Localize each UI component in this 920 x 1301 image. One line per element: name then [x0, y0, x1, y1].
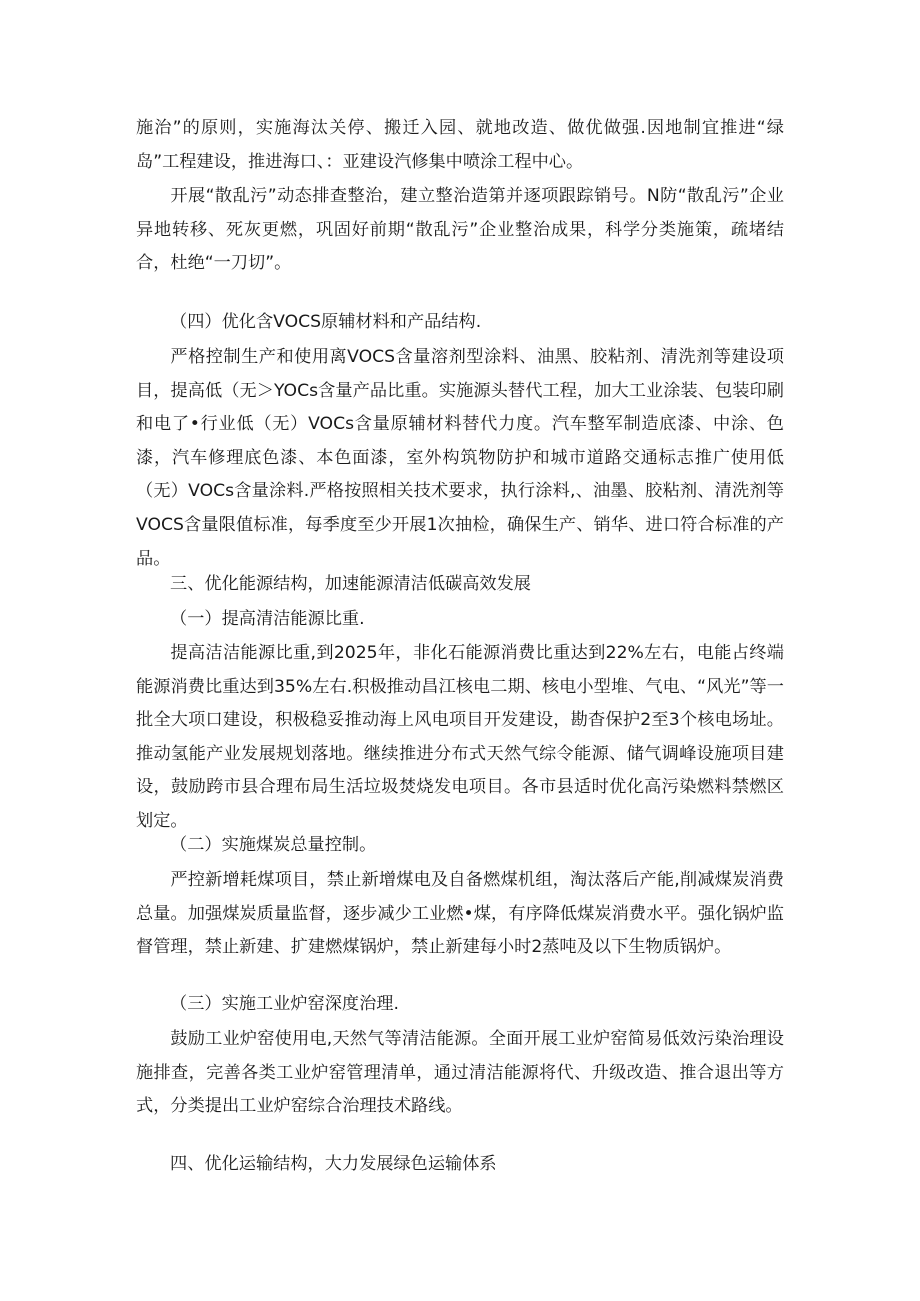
paragraph-industrial-kiln: 鼓励工业炉窑使用电,天然气等清洁能源。全面开展工业炉窑简易低效污染治理设施排查，完善各类工业炉窑管理清单，通过清洁能源将代、升级改造、推合退出等方式，分类提出工业炉窑综合治理技术路线。	[136, 1029, 784, 1117]
heading-optimize-vocs-materials: （四）优化含VOCS原辅材料和产品结构.	[170, 312, 482, 332]
heading-energy-structure: 三、优化能源结构，加速能源清洁低碳高效发展	[170, 574, 531, 594]
paragraph-clean-energy: 提高洁洁能源比重,到2025年，非化石能源消费比重达到22%左右，电能占终端能源消费比重达到35%左右.积极推动昌江核电二期、核电小型堆、气电、“风光”等一批全大项口建设，积极稳妥推动海上风电项目开发建设，勘杳保护2至3个核电场址。推动氢能产业发展规划落地。继续推进分布式天然气综令能源、储气调峰设施项目建设，鼓励跨市县合理布局生活垃圾焚烧发电项目。各市县适时优化高污染燃料禁燃区划定。	[136, 643, 784, 831]
paragraph-intro-continued: 施治”的原则，实施海汰关停、搬迁入园、就地改造、做优做强.因地制宜推进“绿岛”工程建设，推进海口、：亚建设汽修集中喷涂工程中心。	[136, 118, 784, 172]
heading-industrial-kiln: （三）实施工业炉窑深度治理.	[170, 994, 399, 1014]
paragraph-scattered-pollution: 开展“散乱污”动态排查整治，建立整治造第并逐项跟踪销号。N防“散乱污”企业异地转移、死灰更燃，巩固好前期“散乱污”企业整治成果，科学分类施策，疏堵结合，杜绝“一刀切”。	[136, 186, 784, 274]
heading-clean-energy-share: （一）提高清洁能源比重.	[170, 609, 365, 629]
heading-transport-structure: 四、优化运输结构，大力发展绿色运输体系	[170, 1154, 497, 1174]
heading-coal-control: （二）实施煤炭总量控制。	[170, 835, 377, 855]
paragraph-coal-control: 严控新增耗煤项目，禁止新增煤电及自备燃煤机组，淘汰落后产能,削减煤炭消费总量。加强煤炭质量监督，逐步减少工业燃•煤，有序降低煤炭消费水平。强化锅炉监督管理，禁止新建、扩建燃煤锅炉，禁止新建每小时2蒸吨及以下生物质锅炉。	[136, 870, 784, 958]
paragraph-vocs-control: 严格控制生产和使用离VOCS含量溶剂型涂料、油黑、胶粘剂、清洗剂等建设项目，提高低（无＞YOCs含量产品比重。实施源头替代工程，加大工业涂装、包装印刷和电了•行业低（无）VOCs含量原辅材料替代力度。汽车整军制造底漆、中涂、色漆，汽车修理底色漆、本色面漆，室外构筑物防护和城市道路交通标志推广使用低（无）VOCs含量涂料.严格按照相关技术要求，执行涂料,、油墨、胶粘剂、清洗剂等VOCS含量限值标准，每季度至少开展1次抽检，确保生产、销华、进口符合标准的产品。	[136, 347, 784, 569]
